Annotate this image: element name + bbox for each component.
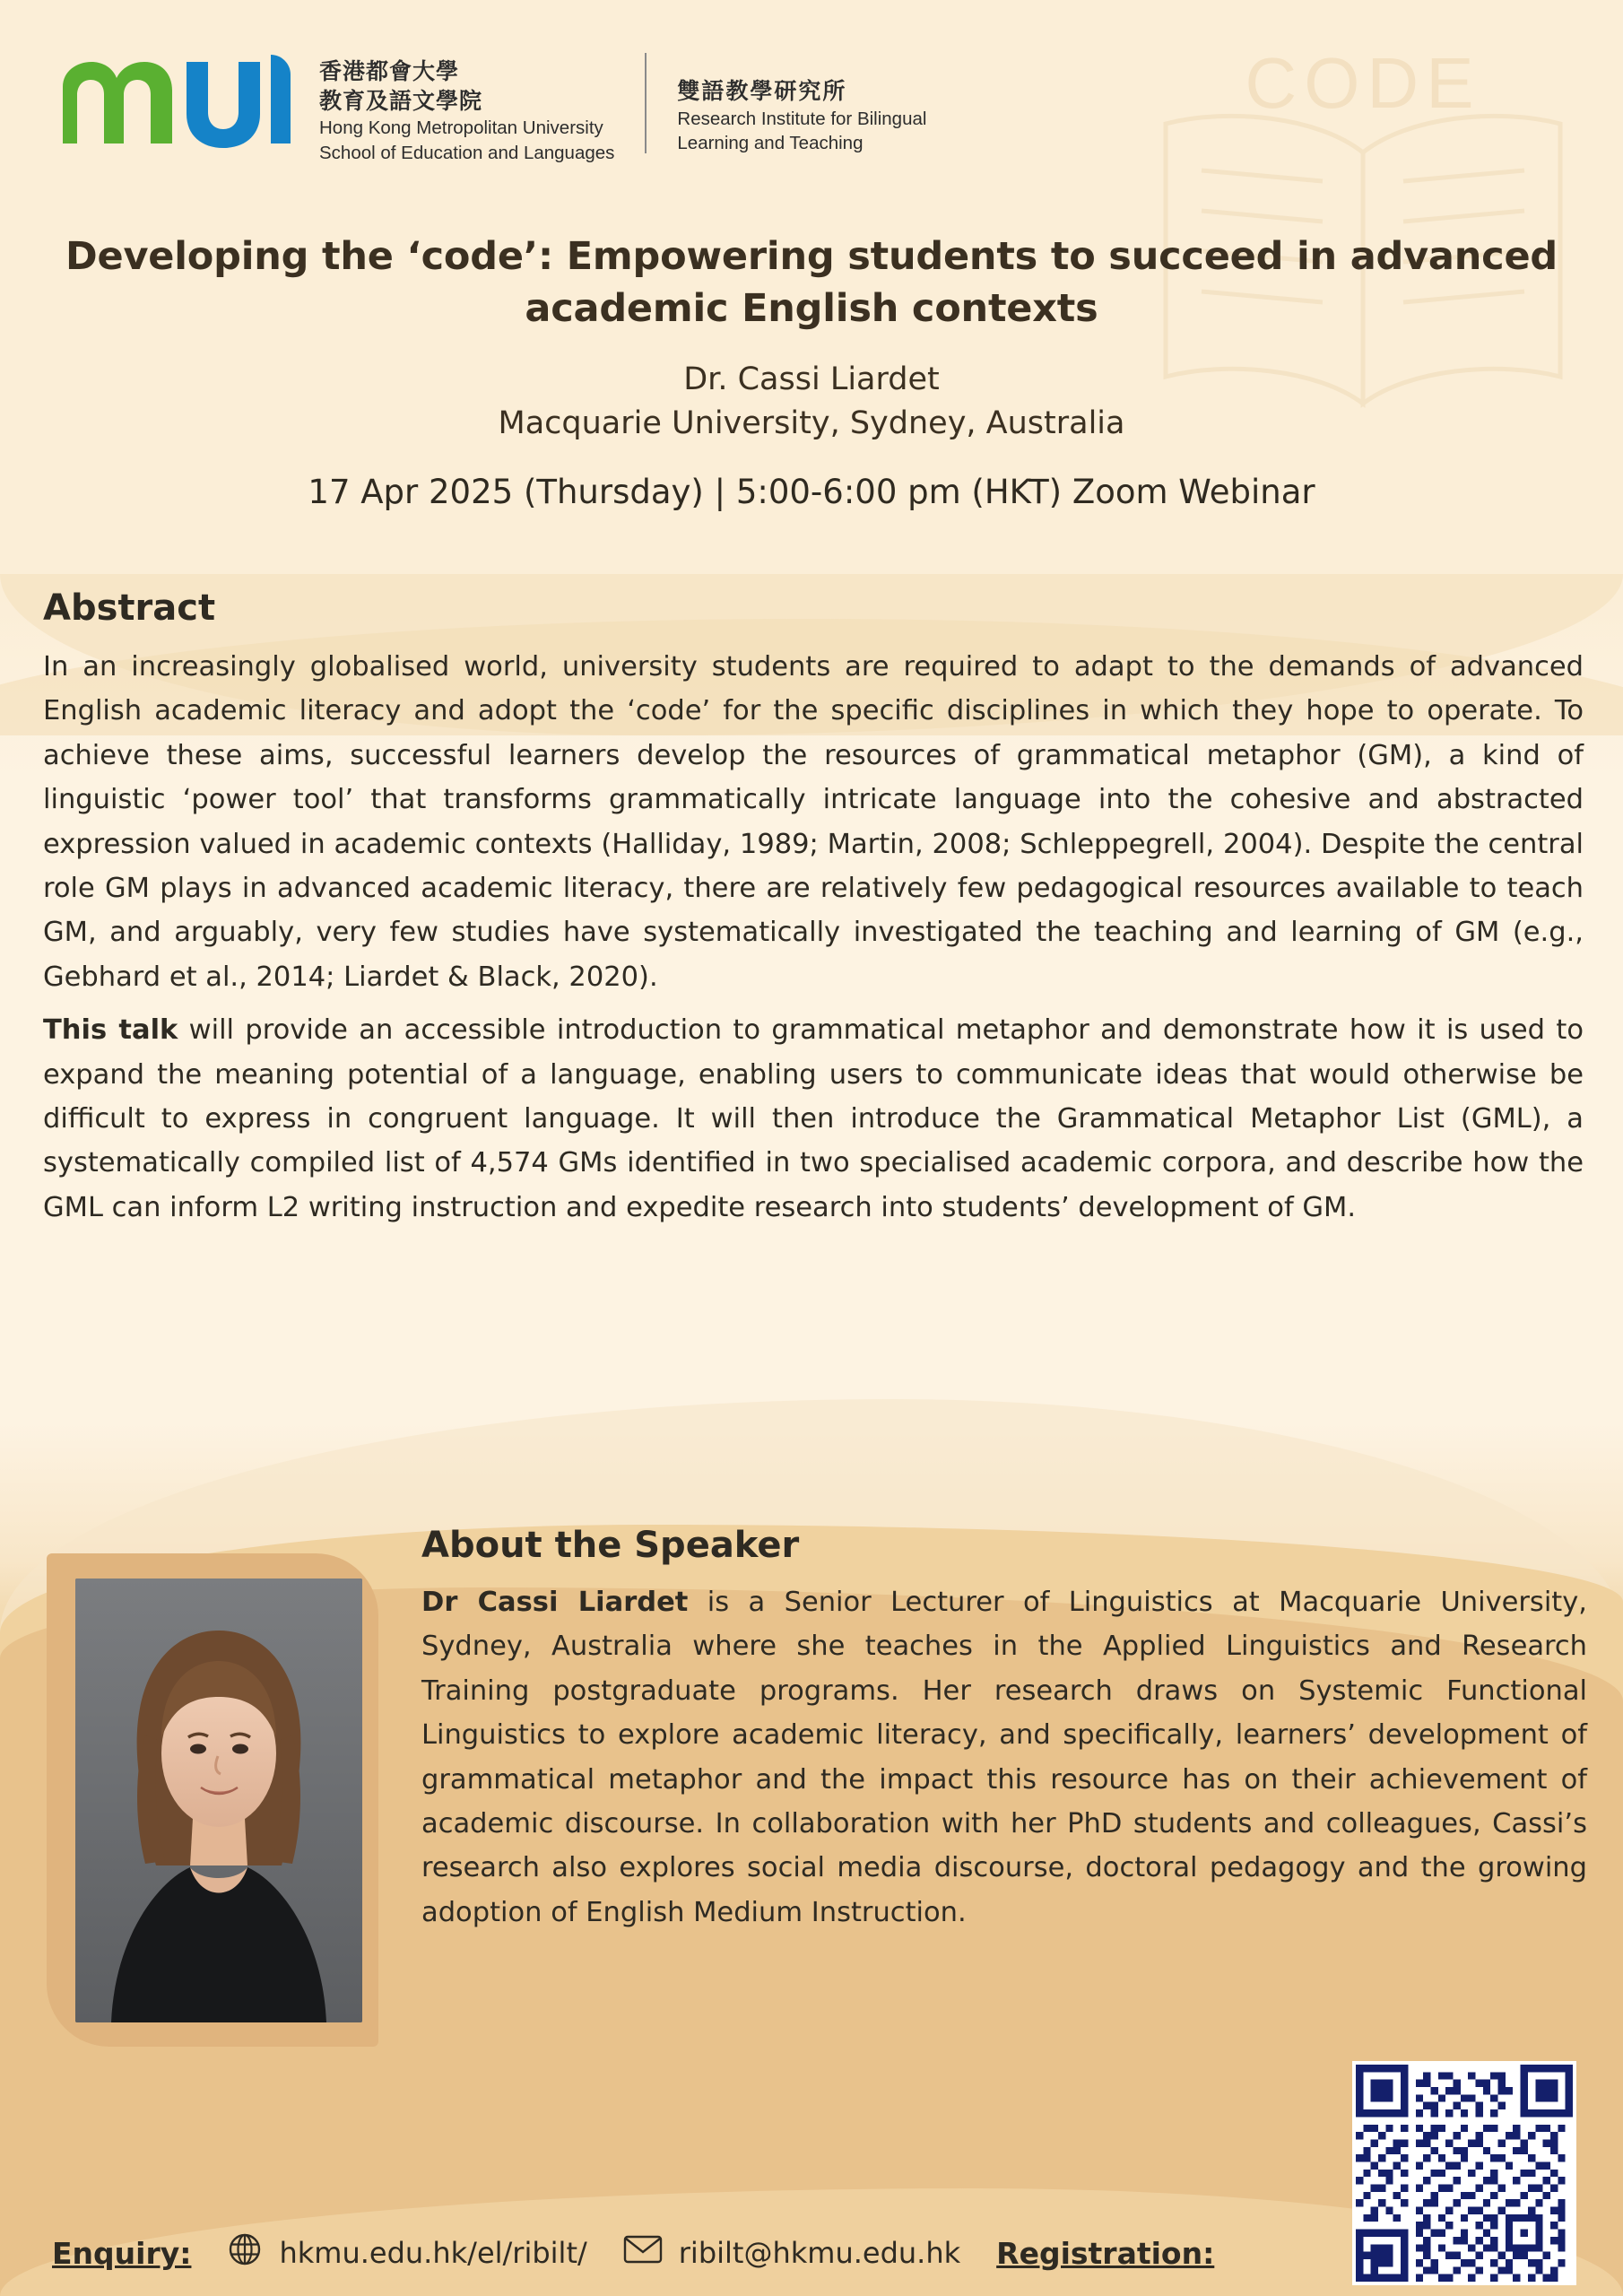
institute-en-line2: Learning and Teaching [677,133,864,154]
about-speaker-body: is a Senior Lecturer of Linguistics at Macquarie University, Sydney, Australia where she teaches in the Applied Linguistics and Research Training postgraduate programs. Her research draws on Systemic Functional Linguistics to explore academic literacy, and specifically, learners’ development of grammatical metaphor and the impact this resource has on their achievement of academic discourse. In collaboration with her PhD students and colleagues, Cassi’s research also explores social media discourse, doctoral pedagogy and the growing adoption of English Medium Instruction. [421,1587,1588,1928]
avatar [75,1578,362,2022]
hkmu-logo-icon [47,49,316,157]
university-cn-line1: 香港都會大學 [319,58,460,84]
enquiry-label: Enquiry: [52,2235,192,2271]
about-speaker-paragraph [421,1580,1587,1935]
poster-header [47,49,926,165]
registration-qr-code[interactable] [1352,2061,1576,2285]
header-divider [645,53,647,153]
abstract-paragraph-2 [43,1008,1584,1230]
institute-en-line1: Research Institute for Bilingual [677,108,927,129]
abstract-paragraph-2-lead: This talk [43,1014,178,1047]
abstract-paragraph-1: In an increasingly globalised world, university students are required to adapt to the demands of advanced English academic literacy and adopt the ‘code’ for the specific disciplines in which they hope to operate. To achieve these aims, successful learners develop the resources of grammatical metaphor (GM), a kind of linguistic ‘power tool’ that transforms grammatically intricate language into the cohesive and abstracted expression valued in academic contexts (Halliday, 1989; Martin, 2008; Schleppegrell, 2004). Despite the central role GM plays in advanced academic literacy, there are relatively few pedagogical resources available to teach GM, and arguably, very few studies have systematically investigated the teaching and learning of GM (e.g., Gebhard et al., 2014; Liardet & Black, 2020). [43,651,1584,993]
university-cn-line2: 教育及語文學院 [319,88,483,114]
event-datetime: 17 Apr 2025 (Thursday) | 5:00-6:00 pm (HKT) Zoom Webinar [308,473,1315,512]
about-speaker-heading: About the Speaker [421,1525,800,1566]
email-link[interactable]: ribilt@hkmu.edu.hk [678,2236,961,2270]
institute-name-block [677,49,926,156]
event-speaker: Dr. Cassi Liardet [683,361,940,398]
speaker-bio-block [421,1525,1587,1935]
university-en-line2: School of Education and Languages [319,142,615,163]
university-name-block [319,49,614,165]
institute-cn: 雙語教學研究所 [677,78,847,104]
book-watermark-text: CODE [1245,43,1481,123]
university-en-line1: Hong Kong Metropolitan University [319,117,603,138]
speaker-photo-frame [47,1553,396,2056]
about-speaker-lead: Dr Cassi Liardet [421,1587,689,1618]
globe-icon [227,2231,263,2274]
abstract-paragraph-2-body: will provide an accessible introduction to grammatical metaphor and demonstrate how it is used to expand the meaning potential of a language, enabling users to communicate ideas that would otherwise be difficult to express in congruent language. It will then introduce the Grammatical Metaphor List (GML), a systematically compiled list of 4,574 GMs identified in two specialised academic corpora, and describe how the GML can inform L2 writing instruction and expedite research into students’ development of GM. [43,1014,1584,1223]
abstract-section [43,587,1584,1239]
page-title: Developing the ‘code’: Empowering students to succeed in advanced academic English contexts [65,234,1558,331]
website-link[interactable]: hkmu.edu.hk/el/ribilt/ [279,2236,587,2270]
event-title-block [36,231,1587,516]
envelope-icon [623,2234,663,2272]
abstract-heading: Abstract [43,587,216,629]
registration-label: Registration: [996,2235,1215,2271]
poster-footer [52,2231,1214,2274]
event-affiliation: Macquarie University, Sydney, Australia [498,405,1125,442]
